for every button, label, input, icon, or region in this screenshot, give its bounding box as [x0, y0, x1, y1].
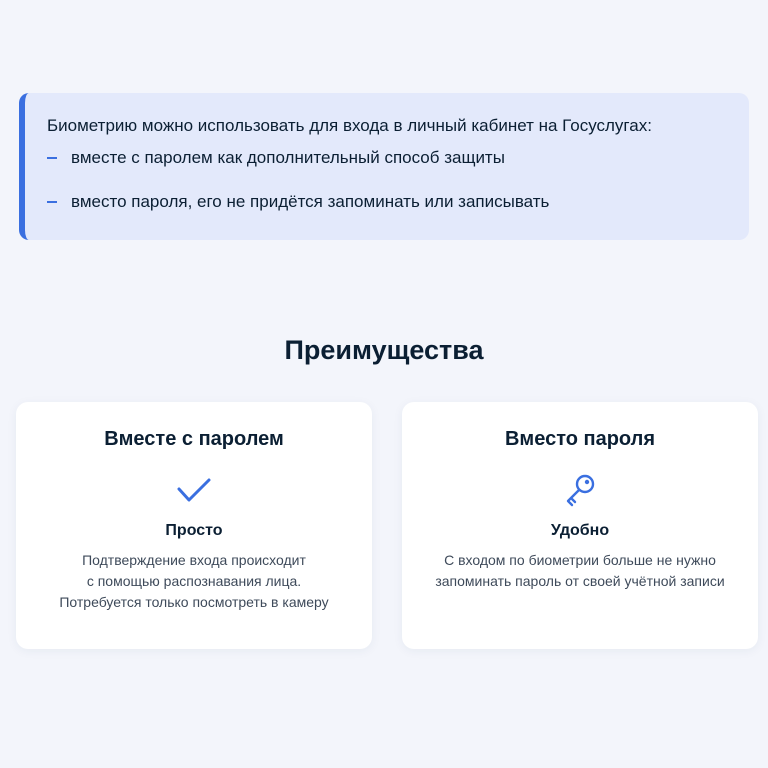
checkmark-icon — [174, 472, 214, 508]
card-description-line: Потребуется только посмотреть в камеру — [59, 594, 329, 610]
benefit-card-with-password — [16, 402, 372, 649]
card-description-line: запоминать пароль от своей учётной записи — [435, 573, 725, 589]
info-list-item — [47, 147, 749, 169]
info-list-item — [47, 191, 749, 213]
card-description-line: С входом по биометрии больше не нужно — [444, 552, 716, 568]
key-icon — [560, 472, 600, 508]
info-list — [47, 147, 749, 213]
info-list-item-text: вместе с паролем как дополнительный способ защиты — [71, 148, 505, 167]
card-title: Вместе с паролем — [104, 428, 284, 450]
card-subtitle: Удобно — [550, 522, 610, 539]
info-intro: Биометрию можно использовать для входа в личный кабинет на Госуслугах: — [47, 116, 652, 135]
card-subtitle: Просто — [165, 522, 223, 539]
info-callout — [19, 93, 749, 240]
card-description-line: с помощью распознавания лица. — [86, 573, 302, 589]
benefits-title: Преимущества — [284, 335, 484, 365]
card-description — [402, 550, 758, 592]
dash-bullet — [47, 157, 57, 159]
info-list-item-text: вместо пароля, его не придётся запоминать или записывать — [71, 192, 550, 211]
dash-bullet — [47, 201, 57, 203]
card-description — [16, 550, 372, 613]
card-title: Вместо пароля — [504, 428, 656, 450]
benefit-card-instead-of-password — [402, 402, 758, 649]
card-description-line: Подтверждение входа происходит — [82, 552, 306, 568]
